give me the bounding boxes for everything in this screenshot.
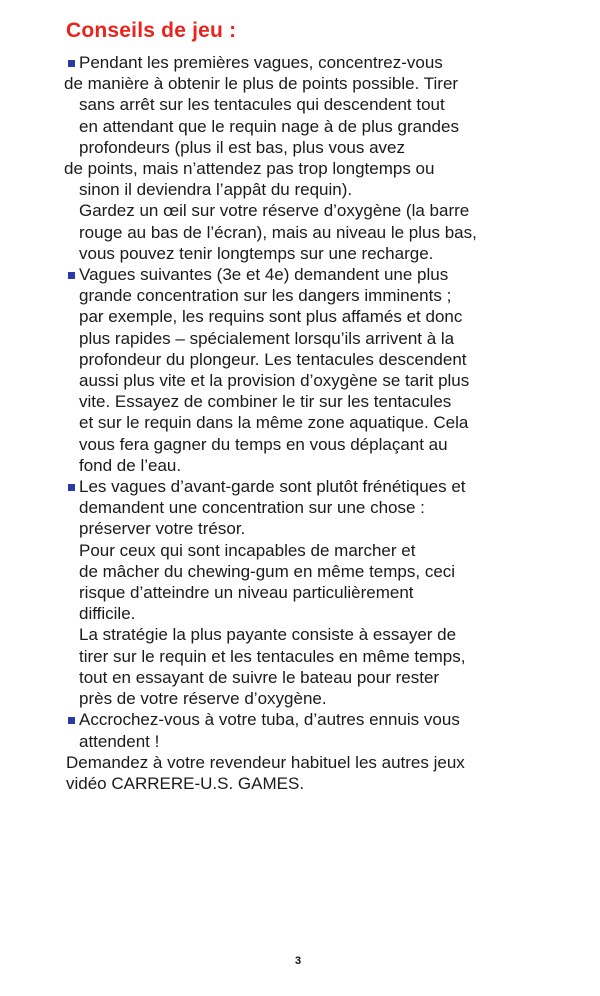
tip-line: tout en essayant de suivre le bateau pour rester <box>79 667 440 687</box>
tip-line: Accrochez-vous à votre tuba, d’autres ennuis vous <box>79 710 460 730</box>
bullet-square-icon <box>68 484 75 491</box>
tip-line: difficile. <box>79 604 136 624</box>
tip-line: grande concentration sur les dangers imminents ; <box>79 286 452 306</box>
tip-line: de points, mais n’attendez pas trop longtemps ou <box>64 159 435 179</box>
tip-line: vite. Essayez de combiner le tir sur les tentacules <box>79 392 452 412</box>
bullet-square-icon <box>68 272 75 279</box>
tip-line: Pendant les premières vagues, concentrez-vous <box>79 53 443 72</box>
bullet-square-icon <box>68 60 75 67</box>
page-title: Conseils de jeu : <box>66 19 237 42</box>
closing-note <box>66 752 465 794</box>
tip-line: rouge au bas de l’écran), mais au niveau le plus bas, <box>79 222 477 242</box>
tip-line: fond de l’eau. <box>79 455 182 475</box>
tip-line: aussi plus vite et la provision d’oxygène se tarit plus <box>79 371 470 391</box>
tip-line: profondeurs (plus il est bas, plus vous avez <box>79 137 406 157</box>
tip-line: vous pouvez tenir longtemps sur une recharge. <box>79 243 434 263</box>
tip-item <box>64 52 564 264</box>
tip-line: sinon il deviendra l’appât du requin). <box>79 180 353 200</box>
tip-line: vous fera gagner du temps en vous déplaçant au <box>79 434 448 454</box>
tip-line: par exemple, les requins sont plus affamés et donc <box>79 307 463 327</box>
tip-line: en attendant que le requin nage à de plus grandes <box>79 116 459 136</box>
bullet-square-icon <box>68 717 75 724</box>
tip-line: sans arrêt sur les tentacules qui descendent tout <box>79 95 445 115</box>
tip-line: demandent une concentration sur une chose : <box>79 498 425 518</box>
tip-line: et sur le requin dans la même zone aquatique. Cela <box>79 413 469 433</box>
tip-line: attendent ! <box>79 731 160 751</box>
tip-line: risque d’atteindre un niveau particulièrement <box>79 583 414 603</box>
tip-line: de manière à obtenir le plus de points possible. Tirer <box>64 74 459 94</box>
tip-line: profondeur du plongeur. Les tentacules descendent <box>79 349 467 369</box>
tip-line: de mâcher du chewing-gum en même temps, ceci <box>79 561 456 581</box>
tip-line: Gardez un œil sur votre réserve d’oxygène (la barre <box>79 201 470 221</box>
tip-line: préserver votre trésor. <box>79 519 246 539</box>
tip-item <box>64 264 564 476</box>
tip-line: tirer sur le requin et les tentacules en même temps, <box>79 646 466 666</box>
tip-line: Les vagues d’avant-garde sont plutôt frénétiques et <box>79 477 466 497</box>
tip-line: Pour ceux qui sont incapables de marcher et <box>79 540 416 560</box>
closing-line: Demandez à votre revendeur habituel les autres jeux <box>66 753 465 772</box>
page-number: 3 <box>295 955 302 967</box>
closing-line: vidéo CARRERE-U.S. GAMES. <box>66 774 305 794</box>
tip-item <box>64 709 564 751</box>
tip-line: plus rapides – spécialement lorsqu’ils arrivent à la <box>79 328 455 348</box>
tip-item <box>64 476 564 709</box>
tips-body <box>64 52 564 752</box>
tip-line: Vagues suivantes (3e et 4e) demandent une plus <box>79 265 449 285</box>
tip-line: près de votre réserve d’oxygène. <box>79 689 327 709</box>
tip-line: La stratégie la plus payante consiste à essayer de <box>79 625 457 645</box>
